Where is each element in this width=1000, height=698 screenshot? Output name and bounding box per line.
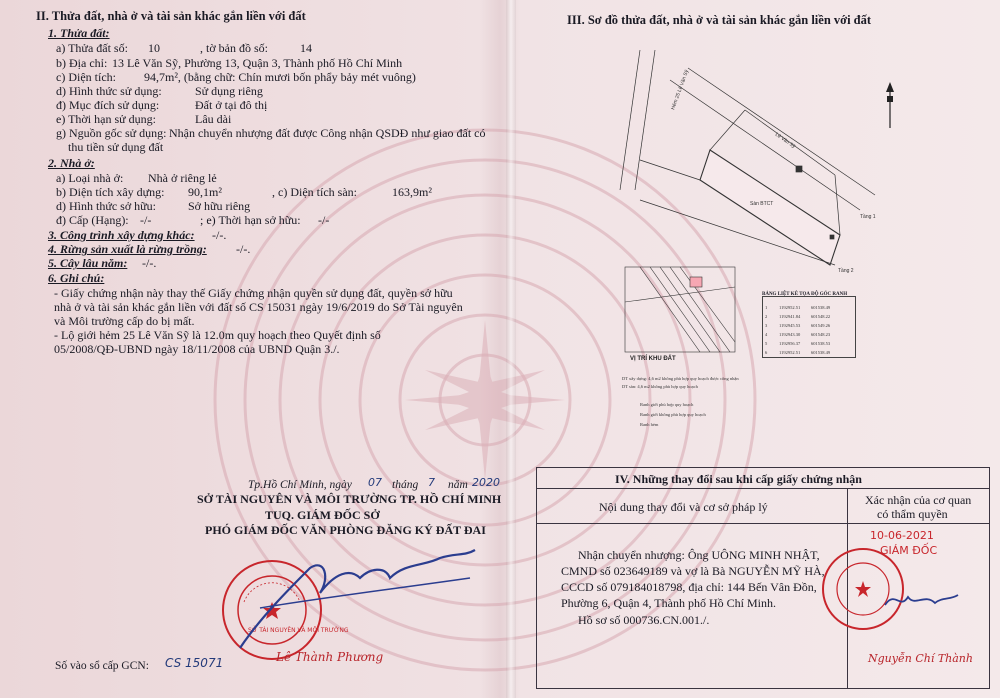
note-line: - Giấy chứng nhận này thay thế Giấy chứng nhận quyền sử dụng đất, quyền sở hữu (54, 286, 453, 300)
land-row-label: a) Thửa đất số: (56, 41, 128, 55)
map-label: Tầng 1 (860, 214, 876, 220)
coord-cell: 601549.26 (811, 323, 831, 328)
issue-date-year-label: năm (448, 479, 468, 491)
coord-cell: 1192943.30 (779, 332, 801, 337)
house-row-value: Nhà ở riêng lẻ (148, 171, 217, 185)
cert-number-value: CS 15071 (165, 656, 224, 670)
note-line: nhà ở và tài sản khác gắn liền với đất số CS 15031 ngày 19/6/2019 do Sở Tài nguyên (54, 300, 463, 314)
coord-cell: 601538.49 (811, 305, 831, 310)
land-plot-diagram (600, 40, 890, 280)
land-row-extra-value: 14 (300, 41, 312, 55)
coord-cell: 601548.23 (811, 332, 831, 337)
page-fold (506, 0, 516, 698)
land-row-label: d) Hình thức sử dụng: (56, 84, 162, 98)
house-row-label: d) Hình thức sở hữu: (56, 199, 157, 213)
item4-label: 4. Rừng sản xuất là rừng trồng: (48, 242, 207, 256)
item3-value: -/-. (212, 228, 227, 242)
house-heading: 2. Nhà ở: (48, 156, 95, 170)
house-row-extra-value: -/- (318, 213, 330, 227)
land-heading: 1. Thửa đất: (48, 26, 110, 40)
coord-cell: 601548.22 (811, 314, 831, 319)
coord-table-title: BẢNG LIỆT KÊ TỌA ĐỘ GÓC RANH (762, 292, 848, 297)
issuer-org: SỞ TÀI NGUYÊN VÀ MÔI TRƯỜNG TP. HỒ CHÍ MINH (197, 492, 502, 506)
land-row-value: 13 Lê Văn Sỹ, Phường 13, Quận 3, Thành phố Hồ Chí Minh (112, 56, 403, 70)
land-row-value: Sử dụng riêng (195, 84, 263, 98)
item5-value: -/-. (142, 256, 157, 270)
note-line: và Môi trường cấp do bị mất. (54, 314, 195, 328)
map-label: Tầng 2 (838, 268, 854, 274)
house-row-label: b) Diện tích xây dựng: (56, 185, 165, 199)
item6-label: 6. Ghi chú: (48, 271, 105, 285)
change-entry-line: Nhận chuyển nhượng: Ông UÔNG MINH NHẬT, (578, 548, 820, 562)
legend-line: Ranh giới phù hợp quy hoạch (640, 402, 694, 407)
coord-cell: 601538.49 (811, 350, 831, 355)
house-row-extra: ; e) Thời hạn sở hữu: (200, 213, 301, 227)
issue-date-month-label: tháng (392, 479, 419, 491)
map-label: Hẻm 25 Lê Văn Sỹ (670, 69, 691, 111)
issuer-title: PHÓ GIÁM ĐỐC VĂN PHÒNG ĐĂNG KÝ ĐẤT ĐAI (205, 523, 486, 537)
land-row-value: Lâu dài (195, 112, 232, 126)
coord-cell: 1192945.53 (779, 323, 801, 328)
change-entry-line: CMND số 023649189 và vợ là Bà NGUYỄN MỸ HÀ, (561, 564, 825, 578)
coord-table (762, 296, 856, 358)
coord-cell: 4 (765, 332, 768, 337)
handwritten-signature-right (880, 585, 960, 615)
item3-label: 3. Công trình xây dựng khác: (48, 228, 195, 242)
coord-cell: 6 (765, 350, 768, 355)
change-entry-line: CCCD số 079184018798, địa chỉ: 144 Bến Vân Đồn, (561, 580, 817, 594)
coord-cell: 2 (765, 314, 768, 319)
changes-title: IV. Những thay đổi sau khi cấp giấy chứng nhận (615, 472, 862, 486)
signer-name-right: Nguyễn Chí Thành (868, 652, 973, 665)
coord-cell: 1192952.51 (779, 350, 801, 355)
land-row-label: e) Thời hạn sử dụng: (56, 112, 156, 126)
house-row-extra-value: 163,9m² (392, 185, 432, 199)
coord-cell: 601538.53 (811, 341, 831, 346)
legend-line: Ranh hẻm (640, 422, 659, 427)
signer-name-left: Lê Thành Phương (276, 650, 384, 664)
section-iii-title: III. Sơ đồ thửa đất, nhà ở và tài sản khác gắn liền với đất (567, 13, 872, 27)
land-row-value: Đất ở tại đô thị (195, 98, 268, 112)
coord-cell: 1192952.51 (779, 305, 801, 310)
legend-line: DT sàn: 4,6 m2 không phù hợp quy hoạch (622, 384, 698, 389)
cert-number-label: Số vào sổ cấp GCN: (55, 660, 149, 672)
land-row-value: 10 (148, 41, 160, 55)
changes-col-confirm-1: Xác nhận của cơ quan (865, 493, 972, 507)
changes-col-confirm-2: có thẩm quyền (877, 507, 948, 521)
mini-map-title: VỊ TRÍ KHU ĐẤT (630, 356, 676, 362)
house-row-extra: , c) Diện tích sàn: (272, 185, 357, 199)
note-line: 05/2008/QĐ-UBND ngày 18/11/2008 của UBND Quận 3./. (54, 342, 340, 356)
house-row-label: a) Loại nhà ở: (56, 171, 124, 185)
house-row-value: -/- (140, 213, 152, 227)
changes-table-rule (537, 488, 989, 489)
item4-value: -/-. (236, 242, 251, 256)
house-row-value: Sở hữu riêng (188, 199, 251, 213)
issuer-delegation: TUQ. GIÁM ĐỐC SỞ (265, 508, 380, 522)
changes-col-content: Nội dung thay đổi và cơ sở pháp lý (599, 500, 768, 514)
land-row-label: c) Diện tích: (56, 70, 116, 84)
coord-cell: 1192941.84 (779, 314, 801, 319)
land-row-extra: , tờ bản đồ số: (200, 41, 269, 55)
section-ii-title: II. Thửa đất, nhà ở và tài sản khác gắn liền với đất (36, 9, 306, 23)
note-line: - Lộ giới hẻm 25 Lê Văn Sỹ là 12.0m quy hoạch theo Quyết định số (54, 328, 381, 342)
issue-date-year: 2020 (472, 476, 500, 489)
seal-text: SỞ TÀI NGUYÊN VÀ MÔI TRƯỜNG (248, 627, 349, 634)
land-row-value: Nhận chuyển nhượng đất được Công nhận QSDĐ như giao đất có (169, 126, 486, 140)
issue-date-month: 7 (428, 476, 435, 489)
coord-cell: 3 (765, 323, 768, 328)
changes-table-rule (537, 523, 989, 524)
land-row-value: 94,7m², (bằng chữ: Chín mươi bốn phẩy bảy mét vuông) (144, 70, 416, 84)
change-entry-line: Phường 6, Quận 4, Thành phố Hồ Chí Minh. (561, 596, 776, 610)
issue-date-day: 07 (368, 476, 382, 489)
house-row-value: 90,1m² (188, 185, 222, 199)
legend-line: DT xây dựng: 4,6 m2 không phù hợp quy hoạch được công nhận (622, 376, 739, 381)
map-label: Sàn BTCT (750, 201, 774, 207)
item5-label: 5. Cây lâu năm: (48, 256, 128, 270)
coord-cell: 5 (765, 341, 768, 346)
confirm-date: 10-06-2021 (870, 529, 934, 542)
issue-date-prefix: Tp.Hồ Chí Minh, ngày (248, 479, 352, 491)
legend-line: Ranh giới không phù hợp quy hoạch (640, 412, 706, 417)
change-entry-line: Hồ sơ số 000736.CN.001./. (578, 613, 710, 627)
land-row-label: b) Địa chỉ: (56, 56, 108, 70)
confirm-title: GIÁM ĐỐC (880, 544, 938, 557)
handwritten-signature-left (200, 538, 480, 658)
location-mini-map (620, 262, 740, 362)
land-row-value: thu tiền sử dụng đất (68, 140, 164, 154)
map-label: Lê Văn Sỹ (773, 131, 797, 150)
coord-cell: 1 (765, 305, 768, 310)
land-row-label: đ) Mục đích sử dụng: (56, 98, 160, 112)
coord-cell: 1192956.37 (779, 341, 801, 346)
house-row-label: đ) Cấp (Hạng): (56, 213, 129, 227)
land-row-label: g) Nguồn gốc sử dụng: (56, 126, 167, 140)
